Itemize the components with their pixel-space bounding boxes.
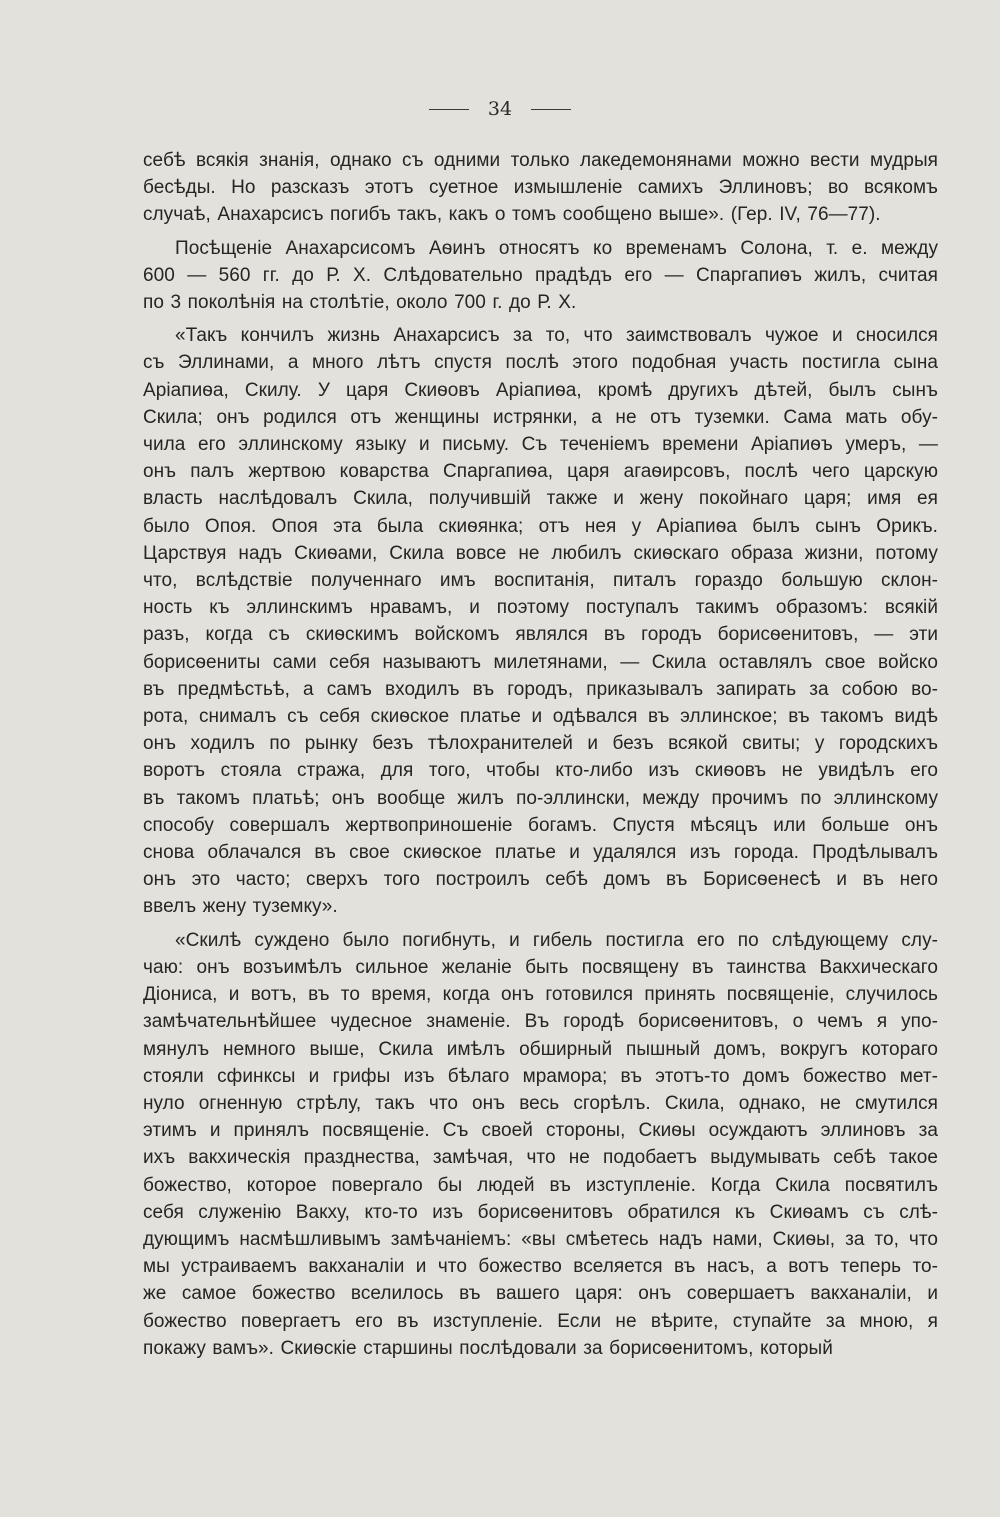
text-line: божество, которое повергало бы людей въ изступленіе. Когда Скила посвятилъ xyxy=(143,1174,938,1196)
text-line: онъ палъ жертвою коварства Спаргапиѳа, царя агаѳирсовъ, послѣ чего царскую xyxy=(143,461,938,483)
text-line: себя служенію Вакху, кто-то изъ борисѳенитовъ обратился къ Скиѳамъ съ слѣ- xyxy=(143,1201,938,1223)
text-line: 600 — 560 гг. до Р. Х. Слѣдовательно прадѣдъ его — Спаргапиѳъ жилъ, считая xyxy=(143,264,938,286)
text-line: что, вслѣдствіе полученнаго имъ воспитанія, питалъ гораздо большую склон- xyxy=(143,570,938,592)
text-line: онъ ходилъ по рынку безъ тѣлохранителей и безъ всякой свиты; у городскихъ xyxy=(143,733,938,755)
text-line: борисѳениты сами себя называютъ милетянами, — Скила оставлялъ свое войско xyxy=(143,651,938,673)
text-line: чила его эллинскому языку и письму. Съ теченіемъ времени Аріапиѳъ умеръ, — xyxy=(143,434,938,456)
text-line: себѣ всякія знанія, однако съ одними только лакедемонянами можно вести мудрыя xyxy=(143,150,938,171)
text-line: «Такъ кончилъ жизнь Анахарсисъ за то, что заимствовалъ чужое и сносился xyxy=(175,325,938,347)
text-line: ихъ вакхическія празднества, замѣчая, что не подобаетъ выдумывать себѣ такое xyxy=(143,1147,938,1169)
paragraph xyxy=(143,147,938,229)
text-line: нуло огненную стрѣлу, такъ что онъ весь сгорѣлъ. Скила, однако, не смутился xyxy=(143,1092,938,1114)
text-line: дующимъ насмѣшливымъ замѣчаніемъ: «вы смѣетесь надъ нами, Скиѳы, за то, что xyxy=(143,1228,938,1250)
header-rule-left xyxy=(429,109,469,110)
text-line: ввелъ жену туземку». xyxy=(143,896,338,918)
text-line: способу совершалъ жертвоприношеніе богамъ. Спустя мѣсяцъ или больше онъ xyxy=(143,814,938,836)
page-number: 34 xyxy=(487,98,513,120)
text-line: Діониса, и вотъ, въ то время, когда онъ готовился принять посвященіе, случилось xyxy=(143,984,938,1006)
text-line: власть наслѣдовалъ Скила, получившій также и жену покойнаго царя; имя ея xyxy=(143,488,938,510)
text-line: бесѣды. Но разсказъ этотъ суетное измышленіе самихъ Эллиновъ; во всякомъ xyxy=(143,177,938,199)
text-line: Скила; онъ родился отъ женщины истрянки, а не отъ туземки. Сама мать обу- xyxy=(143,406,938,428)
text-line: мы устраиваемъ вакханаліи и что божество вселяется въ насъ, а вотъ теперь то- xyxy=(143,1256,938,1278)
text-line: чаю: онъ возъимѣлъ сильное желаніе быть посвящену въ таинства Вакхическаго xyxy=(143,956,938,978)
text-line: Царствуя надъ Скиѳами, Скила вовсе не любилъ скиѳскаго образа жизни, потому xyxy=(143,542,938,564)
text-line: въ предмѣстьѣ, а самъ входилъ въ городъ, приказывалъ запирать за собою во- xyxy=(143,678,938,700)
text-line: онъ это часто; сверхъ того построилъ себѣ домъ въ Борисѳенесѣ и въ него xyxy=(143,869,938,891)
text-line: мянулъ немного выше, Скила имѣлъ обширный пышный домъ, вокругъ котораго xyxy=(143,1038,938,1060)
text-line: божество повергаетъ его въ изступленіе. Если не вѣрите, ступайте за мною, я xyxy=(143,1310,938,1332)
text-line: воротъ стояла стража, для того, чтобы кто-либо изъ скиѳовъ не увидѣлъ его xyxy=(143,760,938,782)
text-line: этимъ и принялъ посвященіе. Съ своей стороны, Скиѳы осуждаютъ эллиновъ за xyxy=(143,1120,938,1142)
text-line: же самое божество вселилось въ вашего царя: онъ совершаетъ вакханаліи, и xyxy=(143,1283,938,1305)
page-header xyxy=(0,98,1000,120)
paragraph xyxy=(143,235,938,317)
text-line: случаѣ, Анахарсисъ погибъ такъ, какъ о томъ сообщено выше». (Гер. IV, 76—77). xyxy=(143,204,881,226)
body-text xyxy=(143,147,938,1368)
paragraph xyxy=(143,322,938,920)
text-line: стояли сфинксы и грифы изъ бѣлаго мрамора; въ этотъ-то домъ божество мет- xyxy=(143,1065,938,1087)
text-line: рота, снималъ съ себя скиѳское платье и одѣвался въ эллинское; въ такомъ видѣ xyxy=(143,706,938,728)
text-line: Посѣщеніе Анахарсисомъ Аѳинъ относятъ ко временамъ Солона, т. е. между xyxy=(175,237,938,259)
text-line: замѣчательнѣйшее чудесное знаменіе. Въ городѣ борисѳенитовъ, о чемъ я упо- xyxy=(143,1011,938,1033)
text-line: было Опоя. Опоя эта была скиѳянка; отъ нея у Аріапиѳа былъ сынъ Орикъ. xyxy=(143,515,938,537)
header-rule-right xyxy=(531,109,571,110)
text-line: «Скилѣ суждено было погибнуть, и гибель постигла его по слѣдующему слу- xyxy=(175,929,938,951)
text-line: разъ, когда съ скиѳскимъ войскомъ являлся въ городъ борисѳенитовъ, — эти xyxy=(143,624,938,646)
text-line: въ такомъ платьѣ; онъ вообще жилъ по-эллински, между прочимъ по эллинскому xyxy=(143,787,938,809)
text-line: съ Эллинами, а много лѣтъ спустя послѣ этого подобная участь постигла сына xyxy=(143,352,938,374)
paragraph xyxy=(143,927,938,1362)
text-line: по 3 поколѣнія на столѣтіе, около 700 г. до Р. Х. xyxy=(143,292,577,314)
text-line: покажу вамъ». Скиѳскіе старшины послѣдовали за борисѳенитомъ, который xyxy=(143,1337,833,1359)
text-line: ность къ эллинскимъ нравамъ, и поэтому поступалъ такимъ образомъ: всякій xyxy=(143,597,938,619)
text-line: снова облачался въ свое скиѳское платье и удалялся изъ города. Продѣлывалъ xyxy=(143,842,938,864)
text-line: Аріапиѳа, Скилу. У царя Скиѳовъ Аріапиѳа, кромѣ другихъ дѣтей, былъ сынъ xyxy=(143,379,938,401)
